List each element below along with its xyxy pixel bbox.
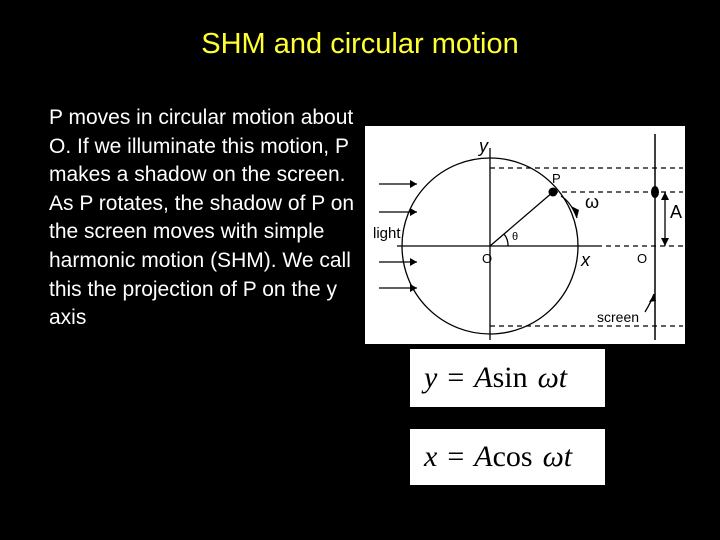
x-axis-label: x	[581, 250, 590, 270]
equation-y-omega: ω	[537, 361, 559, 394]
equation-x-omega: ω	[542, 440, 564, 473]
point-p	[549, 188, 558, 197]
equation-x-amplitude: A	[474, 440, 493, 473]
screen-label: screen	[597, 309, 640, 325]
equation-y-amplitude: A	[474, 361, 493, 394]
equation-y-function: sin	[492, 361, 528, 394]
slide-body-text: P moves in circular motion about O. If we illuminate this motion, P makes a shadow on the screen. As P rotates, the shadow of P on the screen moves with simple harmonic motion (SHM). We call this the projection of P on the y axis	[49, 106, 355, 330]
equation-y-equals: =	[447, 361, 465, 394]
origin-label: O	[482, 251, 493, 266]
equation-y	[410, 349, 605, 407]
equation-x-equals: =	[447, 440, 465, 473]
shadow-point	[651, 186, 659, 198]
equation-y-lhs: y	[424, 361, 438, 394]
equation-y-time: t	[558, 361, 568, 394]
light-label: light	[373, 225, 401, 242]
screen-origin-label: O	[637, 251, 648, 266]
slide-title: SHM and circular motion	[201, 28, 519, 60]
amplitude-label: A	[670, 202, 683, 222]
equation-x-time: t	[563, 440, 573, 473]
point-p-label: P	[552, 171, 561, 186]
equation-x	[410, 429, 605, 485]
y-axis-label: y	[479, 136, 488, 156]
radius-line	[490, 192, 553, 246]
theta-label: θ	[512, 231, 519, 243]
equation-x-lhs: x	[424, 440, 438, 473]
equation-x-function: cos	[492, 440, 533, 473]
omega-label: ω	[585, 192, 600, 212]
circular-motion-diagram	[365, 126, 685, 344]
theta-arc	[504, 234, 508, 246]
